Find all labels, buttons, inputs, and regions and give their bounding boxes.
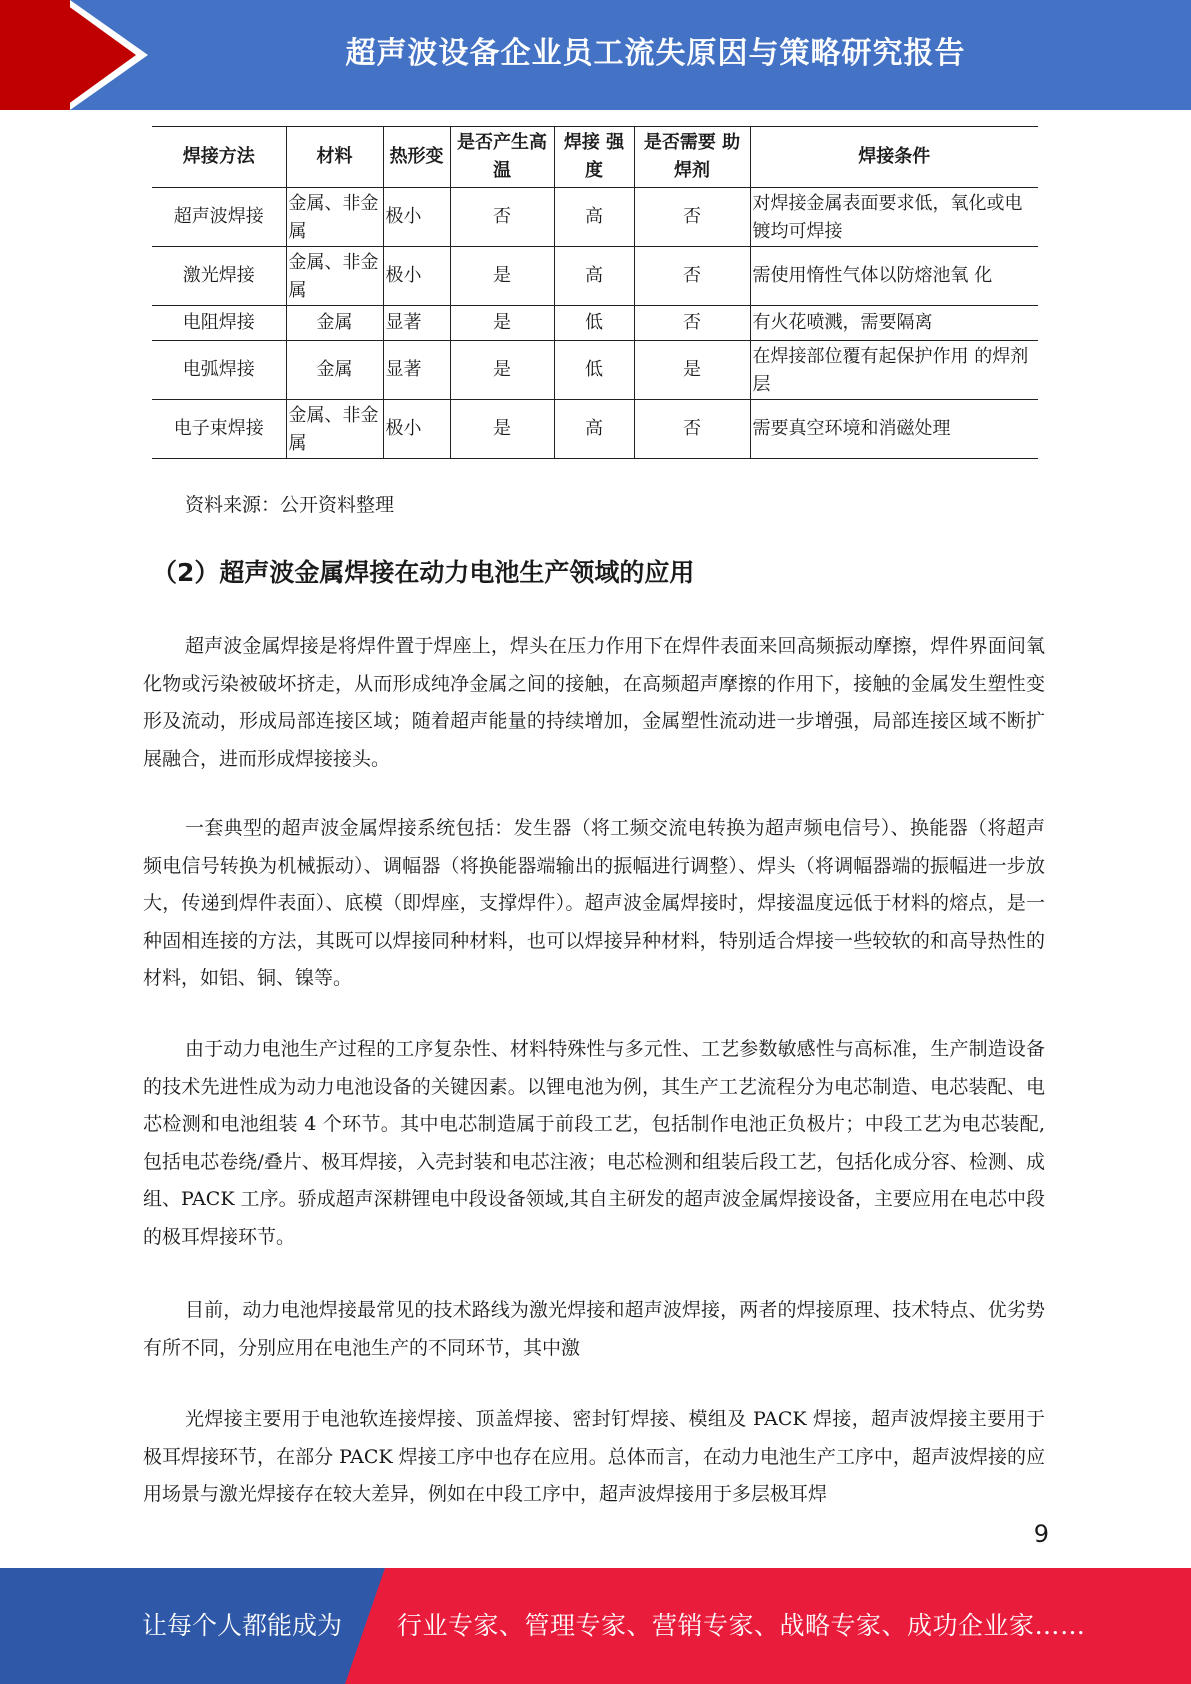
table-cell: 需要真空环境和消磁处理 (750, 400, 1038, 459)
table-cell: 低 (554, 306, 634, 341)
footer-slogan-left: 让每个人都能成为 (142, 1611, 343, 1640)
table-cell (286, 188, 383, 247)
cell-text: 对焊接金属表面要求低，氧化或电镀均可焊接 (752, 193, 1023, 242)
table-row (152, 247, 1038, 306)
table-header-row (152, 127, 1038, 188)
body-paragraph: 一套典型的超声波金属焊接系统包括：发生器（将工频交流电转换为超声频电信号）、换能器（将超声频电信号转换为机械振动）、调幅器（将换能器端输出的振幅进行调整）、焊头（将调幅器端的振幅进一步放大，传递到焊件表面）、底模（即焊座，支撑焊件）。超声波金属焊接时，焊接温度远低于材料的熔点，是一种固相连接的方法，其既可以焊接同种材料，也可以焊接异种材料，特别适合焊接一些较软的和高导热性的材料，如铝、铜、镍等。 (143, 817, 1045, 989)
column-header: 是否需要 助焊剂 (634, 127, 750, 188)
table-cell: 显著 (383, 306, 450, 341)
table-cell: 电弧焊接 (152, 341, 286, 400)
section-heading: （2）超声波金属焊接在动力电池生产领域的应用 (152, 558, 695, 587)
column-header: 焊接条件 (750, 127, 1038, 188)
document-title: 超声波设备企业员工流失原因与策略研究报告 (345, 36, 966, 71)
cell-text: 在焊接部位覆有起保护作用 的焊剂层 (752, 346, 1029, 395)
body-paragraph: 目前，动力电池焊接最常见的技术路线为激光焊接和超声波焊接，两者的焊接原理、技术特点、优劣势有所不同，分别应用在电池生产的不同环节，其中激 (143, 1299, 1045, 1359)
table-cell: 超声波焊接 (152, 188, 286, 247)
table-row (152, 306, 1038, 341)
table-cell: 低 (554, 341, 634, 400)
page-footer (0, 1568, 1191, 1684)
table-cell: 是 (450, 306, 554, 341)
table-cell: 否 (634, 247, 750, 306)
table-cell (286, 247, 383, 306)
column-header: 热形变 (383, 127, 450, 188)
header-arrow-icon (60, 0, 136, 110)
table-cell: 高 (554, 247, 634, 306)
table-cell: 是 (450, 400, 554, 459)
table-cell: 高 (554, 188, 634, 247)
cell-text: 需使用惰性气体以防熔池氧 化 (752, 265, 993, 286)
column-header: 焊接方法 (152, 127, 286, 188)
table-cell: 否 (634, 188, 750, 247)
table-cell: 电阻焊接 (152, 306, 286, 341)
column-header: 是否产生高温 (450, 127, 554, 188)
cell-text: 金属、非金属 (288, 252, 379, 301)
body-paragraph: 由于动力电池生产过程的工序复杂性、材料特殊性与多元性、工艺参数敏感性与高标准，生产制造设备的技术先进性成为动力电池设备的关键因素。以锂电池为例，其生产工艺流程分为电芯制造、电芯装配、电芯检测和电池组装 4 个环节。其中电芯制造属于前段工艺，包括制作电池正负极片；中段工艺为电芯装配,包括电芯卷绕/叠片、极耳焊接，入壳封装和电芯注液；电芯检测和组装后段工艺，包括化成分容、检测、成组、PACK 工序。骄成超声深耕锂电中段设备领域,其自主研发的超声波金属焊接设备，主要应用在电芯中段的极耳焊接环节。 (143, 1038, 1045, 1248)
table-cell: 有火花喷溅，需要隔离 (750, 306, 1038, 341)
table-cell (750, 341, 1038, 400)
table-cell: 高 (554, 400, 634, 459)
page-number: 9 (1033, 1520, 1049, 1548)
table-cell: 显著 (383, 341, 450, 400)
table-cell: 极小 (383, 188, 450, 247)
table-row (152, 188, 1038, 247)
table-row (152, 341, 1038, 400)
table-cell (286, 400, 383, 459)
table-cell: 极小 (383, 400, 450, 459)
table-cell: 电子束焊接 (152, 400, 286, 459)
body-paragraph: 光焊接主要用于电池软连接焊接、顶盖焊接、密封钉焊接、模组及 PACK 焊接，超声波焊接主要用于极耳焊接环节，在部分 PACK 焊接工序中也存在应用。总体而言，在动力电池生产工序中，超声波焊接的应用场景与激光焊接存在较大差异，例如在中段工序中，超声波焊接用于多层极耳焊 (143, 1408, 1045, 1505)
table-cell (750, 247, 1038, 306)
column-header: 材料 (286, 127, 383, 188)
cell-text: 金属、非金属 (288, 193, 379, 242)
table-cell: 否 (450, 188, 554, 247)
table-cell: 金属 (286, 341, 383, 400)
page-header (0, 0, 1191, 110)
footer-slogan-right: 行业专家、管理专家、营销专家、战略专家、成功企业家…… (397, 1611, 1086, 1640)
table-cell: 极小 (383, 247, 450, 306)
table-cell: 是 (450, 247, 554, 306)
source-note: 资料来源：公开资料整理 (185, 494, 395, 516)
table-row (152, 400, 1038, 459)
table-cell: 是 (634, 341, 750, 400)
welding-comparison-table (152, 126, 1038, 459)
column-header: 焊接 强度 (554, 127, 634, 188)
table-cell (750, 188, 1038, 247)
table-cell: 否 (634, 400, 750, 459)
cell-text: 金属、非金属 (288, 405, 379, 454)
table-cell: 是 (450, 341, 554, 400)
table-cell: 否 (634, 306, 750, 341)
table-cell: 激光焊接 (152, 247, 286, 306)
body-paragraph: 超声波金属焊接是将焊件置于焊座上，焊头在压力作用下在焊件表面来回高频振动摩擦，焊件界面间氧化物或污染被破坏挤走，从而形成纯净金属之间的接触，在高频超声摩擦的作用下，接触的金属发生塑性变形及流动，形成局部连接区域；随着超声能量的持续增加，金属塑性流动进一步增强，局部连接区域不断扩展融合，进而形成焊接接头。 (143, 635, 1045, 770)
table-cell: 金属 (286, 306, 383, 341)
